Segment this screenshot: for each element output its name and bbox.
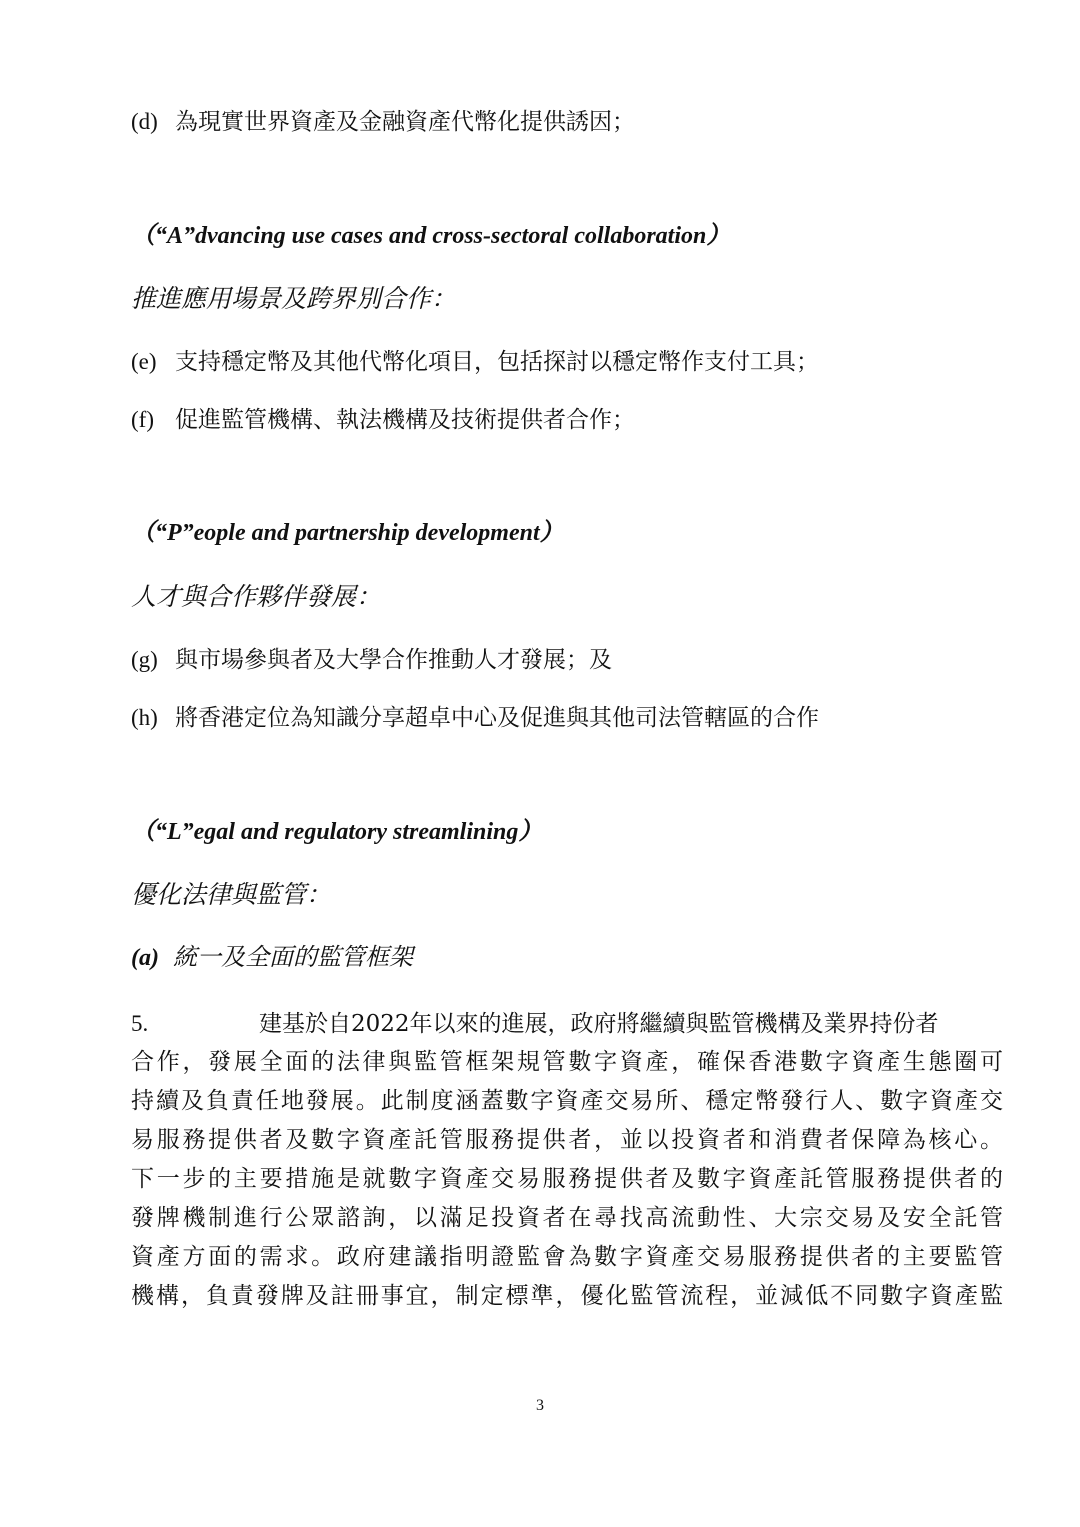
subheading-text: 統一及全面的監管框架 xyxy=(172,943,413,971)
item-text: 與市場參與者及大學合作推動人才發展；及 xyxy=(175,647,612,673)
item-text: 支持穩定幣及其他代幣化項目，包括探討以穩定幣作支付工具； xyxy=(175,349,819,375)
item-label: (g) xyxy=(131,647,158,672)
subheading xyxy=(131,942,413,973)
section-heading-en-advancing: （“A”dvancing use cases and cross-sectoral collaboration） xyxy=(131,223,731,249)
item-label: (f) xyxy=(131,407,154,432)
section-heading-zh-people: 人才與合作夥伴發展： xyxy=(131,582,382,611)
paragraph-line: 易服務提供者及數字資產託管服務提供者，並以投資者和消費者保障為核心。 xyxy=(131,1127,1003,1153)
item-label: (h) xyxy=(131,705,158,730)
section-heading-zh-legal: 優化法律與監管： xyxy=(131,880,332,909)
list-item-h xyxy=(131,703,819,733)
section-heading-zh-advancing: 推進應用場景及跨界別合作： xyxy=(131,284,457,313)
list-item-e xyxy=(131,347,819,377)
item-text: 促進監管機構、執法機構及技術提供者合作； xyxy=(175,407,635,433)
item-label: (e) xyxy=(131,349,157,374)
paragraph-line: 合作，發展全面的法律與監管框架規管數字資產，確保香港數字資產生態圈可 xyxy=(131,1049,1003,1075)
section-heading-en-people: （“P”eople and partnership development） xyxy=(131,520,564,546)
paragraph-line: 資產方面的需求。政府建議指明證監會為數字資產交易服務提供者的主要監管 xyxy=(131,1244,1003,1270)
list-item-f xyxy=(131,405,635,435)
list-item-d xyxy=(131,107,635,137)
paragraph-5 xyxy=(131,1004,1003,1316)
paragraph-line: 機構，負責發牌及註冊事宜，制定標準，優化監管流程，並減低不同數字資產監 xyxy=(131,1283,1003,1309)
item-label: (d) xyxy=(131,109,158,134)
subheading-label: (a) xyxy=(131,945,159,971)
paragraph-line: 發牌機制進行公眾諮詢，以滿足投資者在尋找高流動性、大宗交易及安全託管 xyxy=(131,1205,1003,1231)
paragraph-line: 下一步的主要措施是就數字資產交易服務提供者及數字資產託管服務提供者的 xyxy=(131,1166,1003,1192)
item-text: 為現實世界資產及金融資產代幣化提供誘因； xyxy=(175,109,635,135)
paragraph-number: 5. xyxy=(131,1011,149,1036)
item-text: 將香港定位為知識分享超卓中心及促進與其他司法管轄區的合作 xyxy=(175,705,819,731)
paragraph-line: 5. 建基於自2022年以來的進展，政府將繼續與監管機構及業界持份者 xyxy=(131,1004,1003,1043)
section-heading-en-legal: （“L”egal and regulatory streamlining） xyxy=(131,819,543,845)
page-number: 3 xyxy=(536,1397,544,1414)
list-item-g xyxy=(131,645,612,675)
paragraph-line: 持續及負責任地發展。此制度涵蓋數字資產交易所、穩定幣發行人、數字資產交 xyxy=(131,1088,1003,1114)
